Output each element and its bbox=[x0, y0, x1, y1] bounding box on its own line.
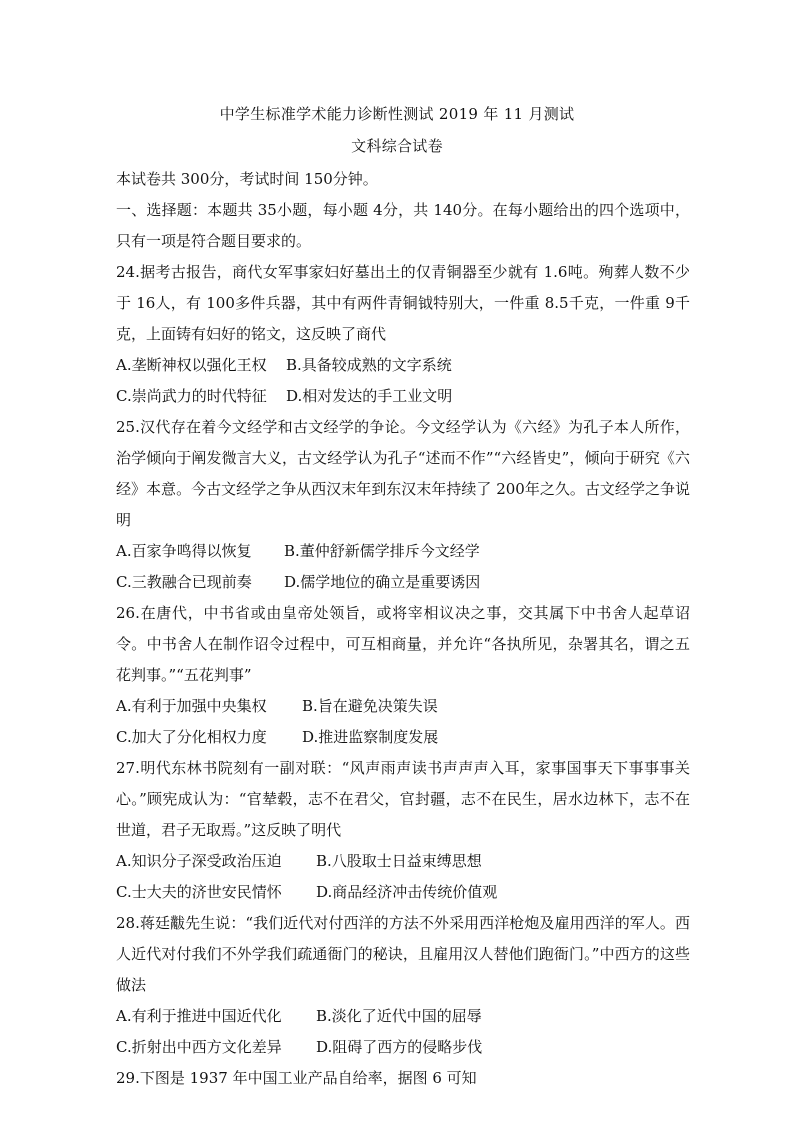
option-c: C.三教融合已现前奏 bbox=[116, 573, 252, 591]
question-24-options-row1 bbox=[116, 350, 690, 381]
question-26-stem: 26.在唐代，中书省或由皇帝处领旨，或将宰相议决之事，交其属下中书舍人起草诏令。中书舍人在制作诏令过程中，可互相商量，并允许“各执所见，杂署其名，谓之五花判事。”“五花判事” bbox=[116, 604, 690, 684]
section-instructions: 一、选择题：本题共 35小题，每小题 4分，共 140分。在每小题给出的四个选项中，只有一项是符合题目要求的。 bbox=[116, 201, 690, 250]
option-b: B.淡化了近代中国的屈辱 bbox=[316, 1007, 482, 1025]
exam-subtitle: 文科综合试卷 bbox=[351, 137, 443, 155]
option-d: D.推进监察制度发展 bbox=[302, 728, 439, 746]
question-25-options-row1 bbox=[116, 536, 690, 567]
option-d: D.阻碍了西方的侵略步伐 bbox=[316, 1038, 483, 1056]
option-d: D.儒学地位的确立是重要诱因 bbox=[284, 573, 481, 591]
question-26-options-row2 bbox=[116, 722, 690, 753]
question-27-stem: 27.明代东林书院刻有一副对联：“风声雨声读书声声声入耳，家事国事天下事事事关心。”顾宪成认为：“官辇毂，志不在君父，官封疆，志不在民生，居水边林下，志不在世道，君子无取焉。”这反映了明代 bbox=[116, 759, 690, 839]
intro-total: 本试卷共 300分，考试时间 150分钟。 bbox=[116, 170, 378, 188]
question-27-options-row1 bbox=[116, 846, 690, 877]
question-24-options-row2 bbox=[116, 381, 690, 412]
option-b: B.旨在避免决策失误 bbox=[302, 697, 438, 715]
question-26-options-row1 bbox=[116, 691, 690, 722]
question-29-stem: 29.下图是 1937 年中国工业产品自给率，据图 6 可知 bbox=[116, 1069, 477, 1087]
option-b: B.八股取士日益束缚思想 bbox=[316, 852, 482, 870]
option-a: A.有利于推进中国近代化 bbox=[116, 1007, 282, 1025]
option-a: A.有利于加强中央集权 bbox=[116, 697, 267, 715]
option-d: D.相对发达的手工业文明 bbox=[286, 387, 453, 405]
option-d: D.商品经济冲击传统价值观 bbox=[316, 883, 498, 901]
option-c: C.崇尚武力的时代特征 bbox=[116, 387, 267, 405]
question-28-options-row1 bbox=[116, 1001, 690, 1032]
option-a: A.垄断神权以强化王权 bbox=[116, 356, 267, 374]
question-25-options-row2 bbox=[116, 567, 690, 598]
option-c: C.士大夫的济世安民情怀 bbox=[116, 883, 282, 901]
exam-content bbox=[116, 164, 690, 1094]
exam-title: 中学生标准学术能力诊断性测试 2019 年 11 月测试 bbox=[219, 105, 575, 123]
option-c: C.加大了分化相权力度 bbox=[116, 728, 267, 746]
option-c: C.折射出中西方文化差异 bbox=[116, 1038, 282, 1056]
option-b: B.董仲舒新儒学排斥今文经学 bbox=[284, 542, 480, 560]
option-a: A.百家争鸣得以恢复 bbox=[116, 542, 252, 560]
option-a: A.知识分子深受政治压迫 bbox=[116, 852, 282, 870]
question-28-options-row2 bbox=[116, 1032, 690, 1063]
question-24-stem: 24.据考古报告，商代女军事家妇好墓出土的仅青铜器至少就有 1.6吨。殉葬人数不少于 16人，有 100多件兵器，其中有两件青铜钺特别大，一件重 8.5千克，一件重 9千克，上面铸有妇好的铭文，这反映了商代 bbox=[116, 263, 690, 343]
question-27-options-row2 bbox=[116, 877, 690, 908]
question-28-stem: 28.蒋廷黻先生说：“我们近代对付西洋的方法不外采用西洋枪炮及雇用西洋的军人。西人近代对付我们不外学我们疏通衙门的秘诀，且雇用汉人替他们跑衙门。”中西方的这些做法 bbox=[116, 914, 690, 994]
option-b: B.具备较成熟的文字系统 bbox=[286, 356, 452, 374]
question-25-stem: 25.汉代存在着今文经学和古文经学的争论。今文经学认为《六经》为孔子本人所作，治学倾向于阐发微言大义，古文经学认为孔子“述而不作”“六经皆史”，倾向于研究《六经》本意。今古文经学之争从西汉末年到东汉末年持续了 200年之久。古文经学之争说明 bbox=[116, 418, 690, 529]
